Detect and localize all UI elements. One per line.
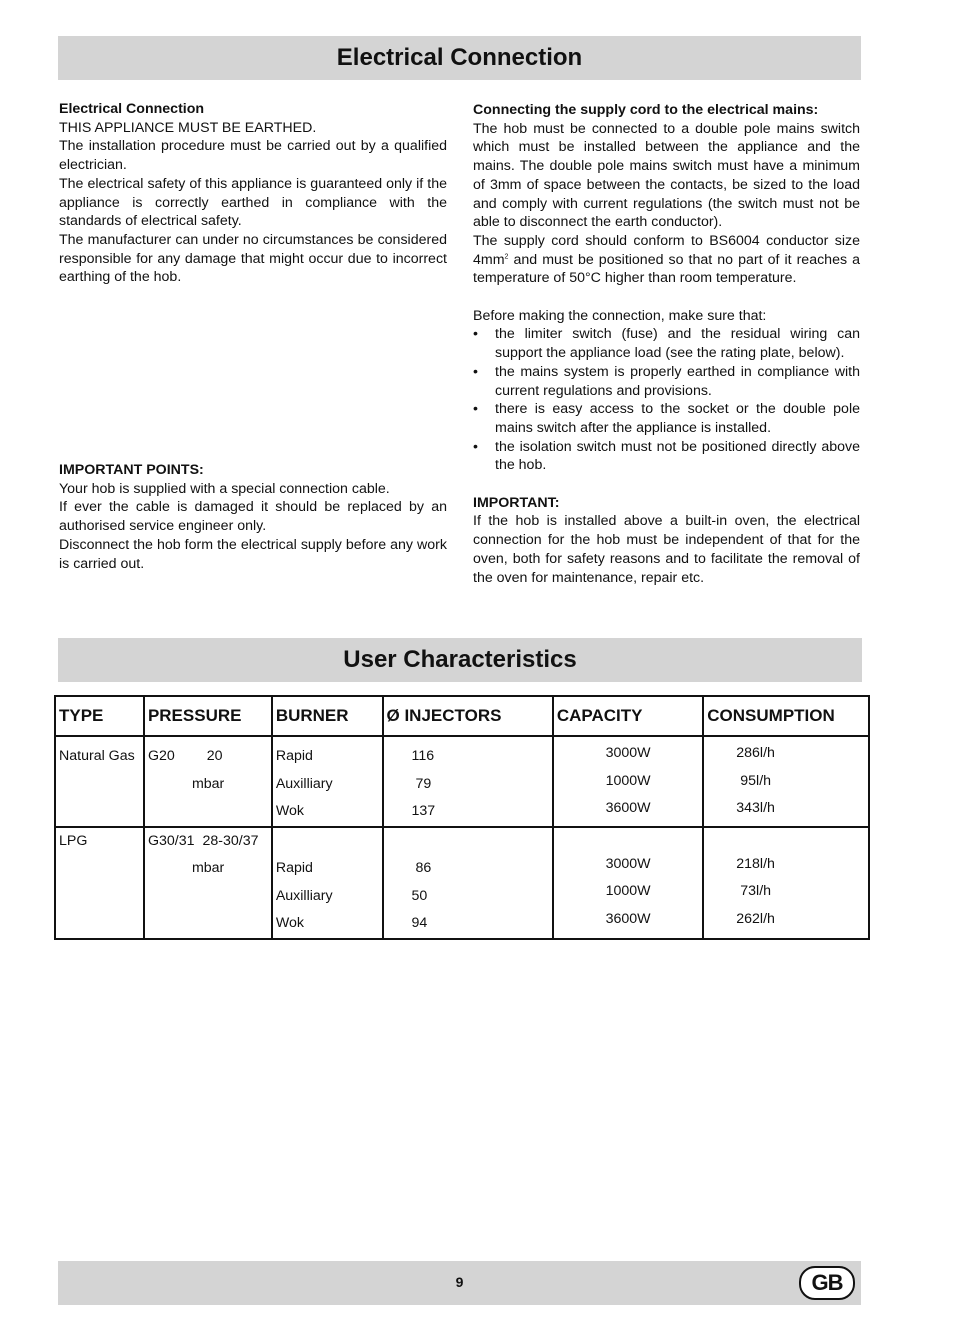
header-burner: BURNER — [272, 696, 383, 736]
bullet-icon: • — [473, 438, 478, 455]
right-paragraph-2: The supply cord should conform to BS6004 conductor size $4mm^2$ and must be positioned so that no part of it reaches a temperature of 50°C higher than room temperature. — [473, 232, 860, 287]
important-text: If the hob is installed above a built-in oven, the electrical connection for the hob must be independent of that for the oven, both for safety reasons and to facilitate the removal of the oven for maintenance, repair etc. — [473, 513, 860, 586]
list-item: • the limiter switch (fuse) and the residual wiring can support the appliance load (see the rating plate, below). — [473, 326, 860, 362]
header-type: TYPE — [55, 696, 144, 736]
pressure-cell: G30/31 28-30/37 mbar — [144, 827, 272, 939]
left-heading: Electrical Connection — [59, 101, 205, 117]
left-paragraph-3: The electrical safety of this appliance is guaranteed only if the appliance is correctly earthed in compliance with the standards of electrical safety. — [59, 175, 447, 230]
right-column — [473, 101, 860, 587]
gb-badge-icon: GB — [799, 1266, 855, 1300]
checklist — [473, 325, 860, 475]
table-row — [55, 736, 869, 827]
type-cell: Natural Gas — [55, 736, 144, 827]
list-item: • there is easy access to the socket or the double pole mains switch after the appliance is installed. — [473, 401, 860, 436]
important-points-heading: IMPORTANT POINTS: — [59, 462, 204, 478]
left-column — [59, 100, 447, 287]
page-number: 9 — [455, 1274, 464, 1290]
injectors-cell: 116 79 137 — [383, 736, 553, 827]
right-paragraph-1: The hob must be connected to a double pole mains switch which must be installed between the appliance and the mains. The double pole mains switch must have a minimum of 3mm of space between the contacts, be sized to the load and comply with current regulations (the switch must not be able to disconnect the earth conductor). — [473, 120, 860, 231]
table-row — [55, 827, 869, 939]
important-heading: IMPORTANT: — [473, 494, 560, 511]
pressure-cell: G20 20 mbar — [144, 736, 272, 827]
important-point-1: Your hob is supplied with a special connection cable. — [59, 480, 390, 497]
bullet-icon: • — [473, 363, 478, 380]
bullet-icon: • — [473, 326, 478, 343]
electrical-connection-banner — [58, 36, 861, 80]
header-capacity: CAPACITY — [553, 696, 703, 736]
user-characteristics-banner — [58, 638, 862, 682]
section-title: Electrical Connection — [336, 44, 583, 71]
burner-cell: Rapid Auxilliary Wok — [272, 736, 383, 827]
capacity-cell: 3000W 1000W 3600W — [553, 827, 703, 939]
right-paragraph-3: Before making the connection, make sure that: — [473, 307, 767, 324]
capacity-cell: 3000W 1000W 3600W — [553, 736, 703, 827]
left-paragraph-2: The installation procedure must be carried out by a qualified electrician. — [59, 138, 447, 174]
left-paragraph-4: The manufacturer can under no circumstances be considered responsible for any damage that might occur due to incorrect earthing of the hob. — [59, 231, 447, 286]
injectors-cell: 86 50 94 — [383, 827, 553, 939]
header-pressure: PRESSURE — [144, 696, 272, 736]
important-points-block — [59, 461, 447, 573]
consumption-cell: 218l/h 73l/h 262l/h — [703, 827, 869, 939]
consumption-cell: 286l/h 95l/h 343l/h — [703, 736, 869, 827]
header-consumption: CONSUMPTION — [703, 696, 869, 736]
user-characteristics-table — [54, 695, 870, 940]
list-item: • the isolation switch must not be positioned directly above the hob. — [473, 438, 860, 474]
table-header-row — [55, 696, 869, 736]
page-footer — [58, 1261, 861, 1305]
bullet-icon: • — [473, 401, 478, 418]
earthed-notice: THIS APPLIANCE MUST BE EARTHED. — [59, 119, 317, 136]
list-item: • the mains system is properly earthed in compliance with current regulations and provisions. — [473, 363, 860, 399]
section-title: User Characteristics — [343, 646, 577, 673]
type-cell: LPG — [55, 827, 144, 939]
important-point-3: Disconnect the hob form the electrical supply before any work is carried out. — [59, 536, 447, 572]
right-heading: Connecting the supply cord to the electrical mains: — [473, 102, 819, 118]
burner-cell: Rapid Auxilliary Wok — [272, 827, 383, 939]
important-point-2: If ever the cable is damaged it should be replaced by an authorised service engineer only. — [59, 499, 447, 535]
header-injectors: Ø INJECTORS — [383, 696, 553, 736]
superscript: 2 — [504, 252, 509, 260]
